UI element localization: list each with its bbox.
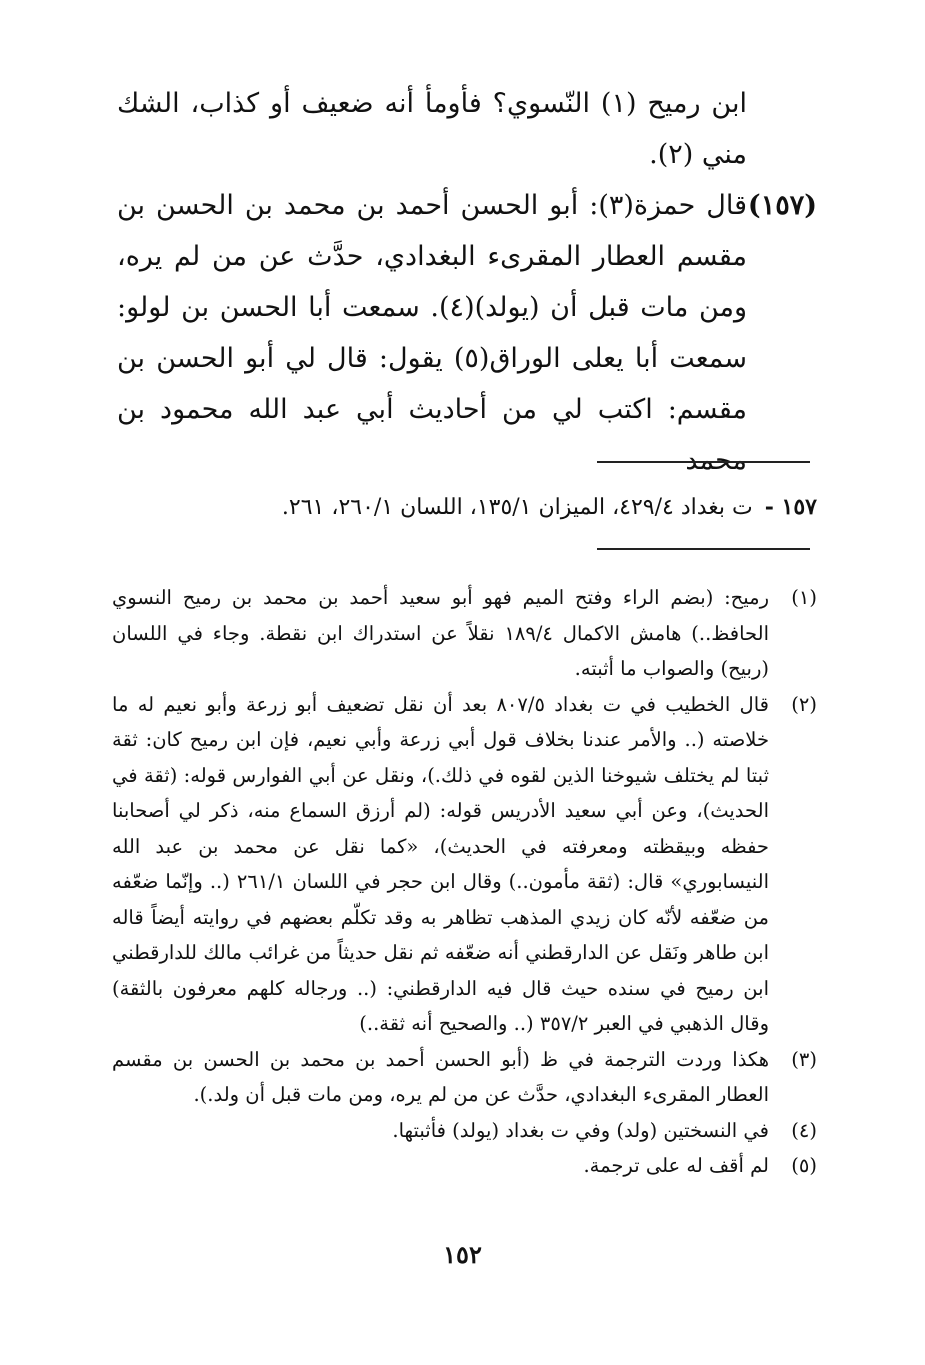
source-text: ت بغداد ٤٢٩/٤، الميزان ١٣٥/١، اللسان ٢٦٠/١، ٢٦١. [281, 495, 753, 520]
footnotes [112, 580, 817, 1184]
footnote-text: رميح: (بضم الراء وفتح الميم فهو أبو سعيد أحمد بن محمد بن رميح النسوي الحافظ..) هامش الاكمال ١٨٩/٤ نقلاً عن استدراك ابن نقطة. وجاء في اللسان (ربيح) والصواب ما أثبته. [112, 586, 769, 680]
intro-paragraph [117, 78, 817, 180]
footnote-text: هكذا وردت الترجمة في ظ (أبو الحسن أحمد بن محمد بن الحسن بن مقسم العطار المقرىء البغدادي، حدَّث عن من لم يره، ومن مات قبل أن ولد.). [112, 1047, 769, 1106]
footnote-number: (٢) [791, 692, 817, 716]
page-number: ١٥٢ [443, 1240, 482, 1269]
footnote-number: (٣) [791, 1047, 817, 1071]
entry-number: (١٥٧) [747, 190, 817, 221]
footnote [112, 1148, 817, 1184]
source-references [117, 490, 817, 525]
footnote [112, 1042, 817, 1113]
entry-157 [117, 180, 817, 486]
footnote-text: قال الخطيب في ت بغداد ٨٠٧/٥ بعد أن نقل تضعيف أبو زرعة وأبو نعيم له ما خلاصته (.. والأمر عندنا بخلاف قول أبي زرعة وأبي نعيم، فإن ابن رميح كان: ثقة ثبتا لم يختلف شيوخنا الذين لقوه في ذلك.)، ونقل عن أبي الفوارس قوله: (ثقة في الحديث)، وعن أبي سعيد الأدريس قوله: (لم أرزق السماع منه، ذكر لي أصحابنا حفظه وبيقظته ومعرفته في الحديث)، «كما نقل عن محمد بن عبد الله النيسابوري» قال: (ثقة مأمون..) وقال ابن حجر في اللسان ٢٦١/١ (.. وإنّما ضعّفه من ضعّفه لأنّه كان زيدي المذهب تظاهر به وقد تكلّم بعضهم في روايته أيضاً قاله ابن طاهر ونَقل عن الدارقطني أنه ضعّفه ثم نقل حديثاً من غرائب مالك للدارقطني ابن رميح في سنده حيث قال فيه الدارقطني: (.. ورجاله كلهم معرفون بالثقة) وقال الذهبي في العبر ٣٥٧/٢ (.. والصحيح أنه ثقة..) [112, 692, 769, 1035]
main-text [117, 78, 817, 486]
footnote [112, 580, 817, 687]
divider-bottom [597, 548, 810, 550]
footnote-text: في النسختين (ولد) وفي ت بغداد (يولد) فأثبتها. [392, 1118, 769, 1142]
footnote-number: (١) [791, 586, 817, 609]
footnote [112, 687, 817, 1042]
footnote-number: (٤) [791, 1118, 817, 1142]
footnote [112, 1113, 817, 1149]
source-number: ١٥٧ - [764, 494, 817, 520]
entry-text: قال حمزة(٣): أبو الحسن أحمد بن محمد بن الحسن بن مقسم العطار المقرىء البغدادي، حدَّث عن من لم يره، ومن مات قبل أن (يولد)(٤). سمعت أبا الحسن بن لولو: سمعت أبا يعلى الوراق(٥) يقول: قال لي أبو الحسن بن مقسم: اكتب لي من أحاديث أبي عبد الله محمود بن محمد [117, 190, 747, 476]
footnote-number: (٥) [791, 1154, 817, 1177]
intro-text: ابن رميح (١) النّسوي؟ فأومأ أنه ضعيف أو كذاب، الشك مني (٢). [117, 88, 747, 170]
footnote-text: لم أقف له على ترجمة. [583, 1154, 769, 1177]
divider-top [597, 461, 810, 463]
